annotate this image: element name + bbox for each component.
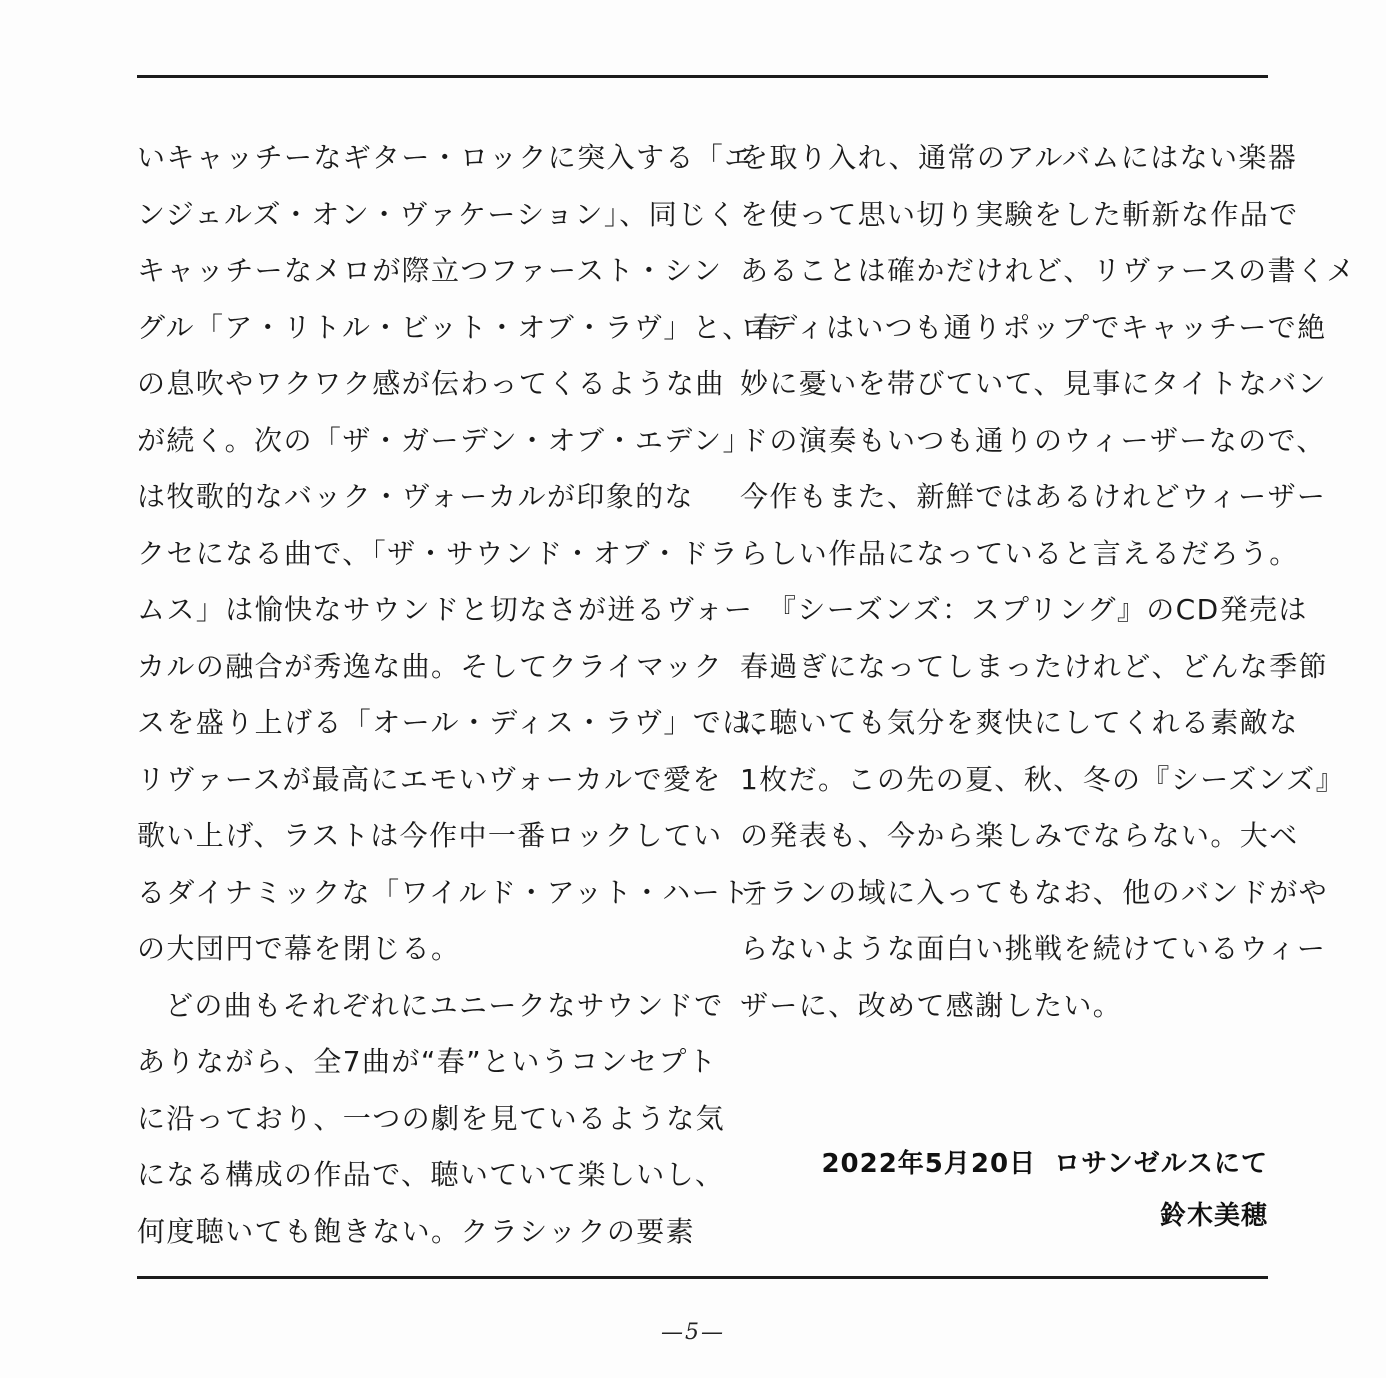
left-text-column (137, 130, 782, 1260)
top-rule (137, 75, 1268, 78)
text-line: グル「ア・リトル・ビット・オブ・ラヴ」と、春 (137, 310, 782, 344)
text-line: リヴァースが最高にエモいヴォーカルで愛を (137, 762, 722, 796)
text-line: 歌い上げ、ラストは今作中一番ロックしてい (137, 819, 723, 852)
text-line: カルの融合が秀逸な曲。そしてクライマック (137, 649, 724, 683)
text-line: ロディはいつも通りポップでキャッチーで絶 (740, 310, 1327, 344)
signature-block (821, 1138, 1268, 1242)
signature-date: 2022年5月20日 (821, 1149, 1037, 1179)
text-line: いキャッチーなギター・ロックに突入する「エ (137, 141, 754, 174)
right-text-column (740, 130, 1356, 1034)
text-line: が続く。次の「ザ・ガーデン・オブ・エデン」 (137, 423, 752, 457)
text-line: らしい作品になっていると言えるだろう。 (740, 536, 1299, 570)
paragraph-start-line: 『シーズンズ：スプリング』のCD発売は (768, 593, 1308, 626)
text-line: キャッチーなメロが際立つファースト・シン (137, 254, 723, 287)
text-line: の息吹やワクワク感が伝わってくるような曲 (137, 367, 725, 400)
text-line: を取り入れ、通常のアルバムにはない楽器 (740, 141, 1298, 174)
text-line: テランの域に入ってもなお、他のバンドがや (740, 875, 1329, 909)
text-line: の大団円で幕を閉じる。 (137, 932, 461, 965)
text-line: ドの演奏もいつも通りのウィーザーなので、 (740, 423, 1326, 457)
text-line: になる構成の作品で、聴いていて楽しいし、 (137, 1158, 725, 1191)
text-line: 妙に憂いを帯びていて、見事にタイトなバン (740, 367, 1327, 400)
text-line: ンジェルズ・オン・ヴァケーション」、同じく (137, 197, 737, 231)
text-line: に沿っており、一つの劇を見ているような気 (137, 1101, 726, 1135)
text-line: は牧歌的なバック・ヴォーカルが印象的な (137, 480, 694, 513)
paragraph-start-line: どの曲もそれぞれにユニークなサウンドで (165, 988, 724, 1022)
text-line: 春過ぎになってしまったけれど、どんな季節 (740, 649, 1329, 683)
signature-dateline (821, 1138, 1268, 1190)
text-line: らないような面白い挑戦を続けているウィー (740, 932, 1327, 965)
text-line: の発表も、今から楽しみでならない。大ベ (740, 819, 1299, 852)
text-line: スを盛り上げる「オール・ディス・ラヴ」では、 (137, 706, 782, 739)
signature-author: 鈴木美穂 (1159, 1201, 1268, 1231)
text-line: を使って思い切り実験をした斬新な作品で (740, 197, 1299, 231)
bottom-rule (137, 1276, 1268, 1279)
text-line: ムス」は愉快なサウンドと切なさが迸るヴォー (137, 593, 754, 626)
text-line: ザーに、改めて感謝したい。 (740, 988, 1123, 1022)
text-line: に聴いても気分を爽快にしてくれる素敵な (740, 706, 1299, 739)
page-number: —5— (661, 1320, 725, 1345)
text-line: るダイナミックな「ワイルド・アット・ハート」 (137, 875, 780, 909)
text-line: 何度聴いても飽きない。クラシックの要素 (137, 1214, 696, 1248)
signature-place: ロサンゼルスにて (1054, 1149, 1268, 1179)
text-line: 1枚だ。この先の夏、秋、冬の『シーズンズ』 (740, 762, 1345, 796)
text-line: あることは確かだけれど、リヴァースの書くメ (740, 254, 1356, 287)
text-line: 今作もまた、新鮮ではあるけれどウィーザー (740, 480, 1327, 513)
text-line: ありながら、全7曲が“春”というコンセプト (137, 1045, 718, 1078)
text-line: クセになる曲で、「ザ・サウンド・オブ・ドラ (137, 536, 740, 570)
